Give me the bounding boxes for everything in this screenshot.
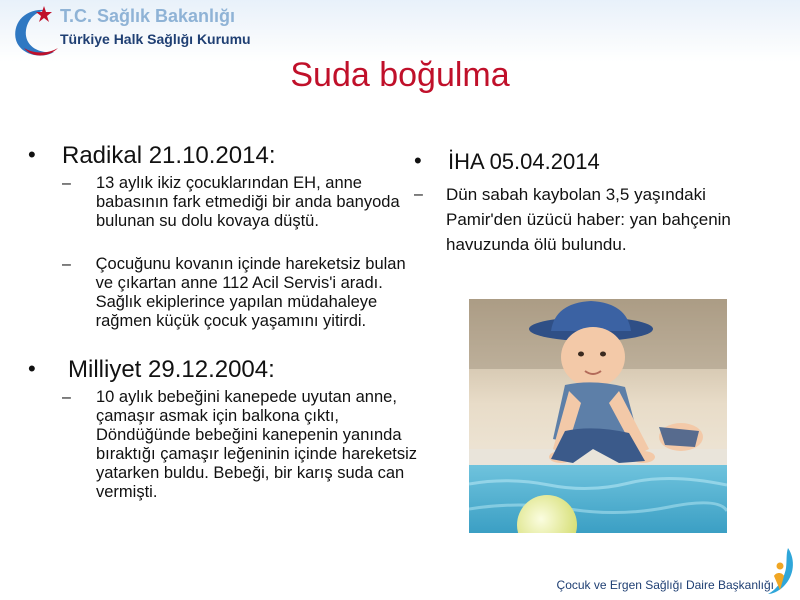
bullet-icon: • <box>414 148 422 173</box>
dash-icon: – <box>414 186 423 203</box>
bullet-heading: İHA 05.04.2014 <box>448 149 600 174</box>
dash-icon: – <box>62 175 71 192</box>
sub-item-text: 13 aylık ikiz çocuklarından EH, anne babasının fark etmediği bir anda banyoda bulunan su dolu kovaya düştü. <box>96 174 400 230</box>
sub-item-text: 10 aylık bebeğini kanepede uyutan anne, çamaşır asmak için balkona çıktı, Döndüğünde bebeğini kanepenin yanında bıraktığı çamaşır leğeninin içinde hareketsiz yatarken buldu. Bebeği, bir karış suda can vermişti. <box>96 388 417 501</box>
org-unit: Türkiye Halk Sağlığı Kurumu <box>60 31 251 47</box>
bullet-heading: Milliyet 29.12.2004: <box>68 356 275 383</box>
bullet-icon: • <box>28 356 36 381</box>
footer-department: Çocuk ve Ergen Sağlığı Daire Başkanlığı <box>556 578 774 592</box>
sub-item <box>62 388 422 502</box>
slide-title: Suda boğulma <box>290 56 510 94</box>
sub-item <box>62 255 422 331</box>
child-pool-photo <box>469 299 727 533</box>
right-body <box>414 182 776 257</box>
bullet-item <box>28 356 275 384</box>
ministry-logo-icon <box>6 2 62 60</box>
sub-item <box>62 174 422 231</box>
right-body-text: Dün sabah kaybolan 3,5 yaşındaki Pamir'den üzücü haber: yan bahçenin havuzunda ölü bulundu. <box>446 185 731 254</box>
bullet-heading: Radikal 21.10.2014: <box>62 142 276 169</box>
dash-icon: – <box>62 389 71 406</box>
figure-swirl-icon <box>766 546 796 598</box>
org-name: T.C. Sağlık Bakanlığı <box>60 6 236 26</box>
bullet-item <box>28 142 276 170</box>
bullet-item <box>414 148 600 176</box>
dash-icon: – <box>62 256 71 273</box>
bullet-icon: • <box>28 142 36 167</box>
sub-item-text: Çocuğunu kovanın içinde hareketsiz bulan ve çıkartan anne 112 Acil Servis'i aradı. Sağlık ekiplerince yapılan müdahaleye rağmen küçük çocuk yaşamını yitirdi. <box>95 255 406 330</box>
